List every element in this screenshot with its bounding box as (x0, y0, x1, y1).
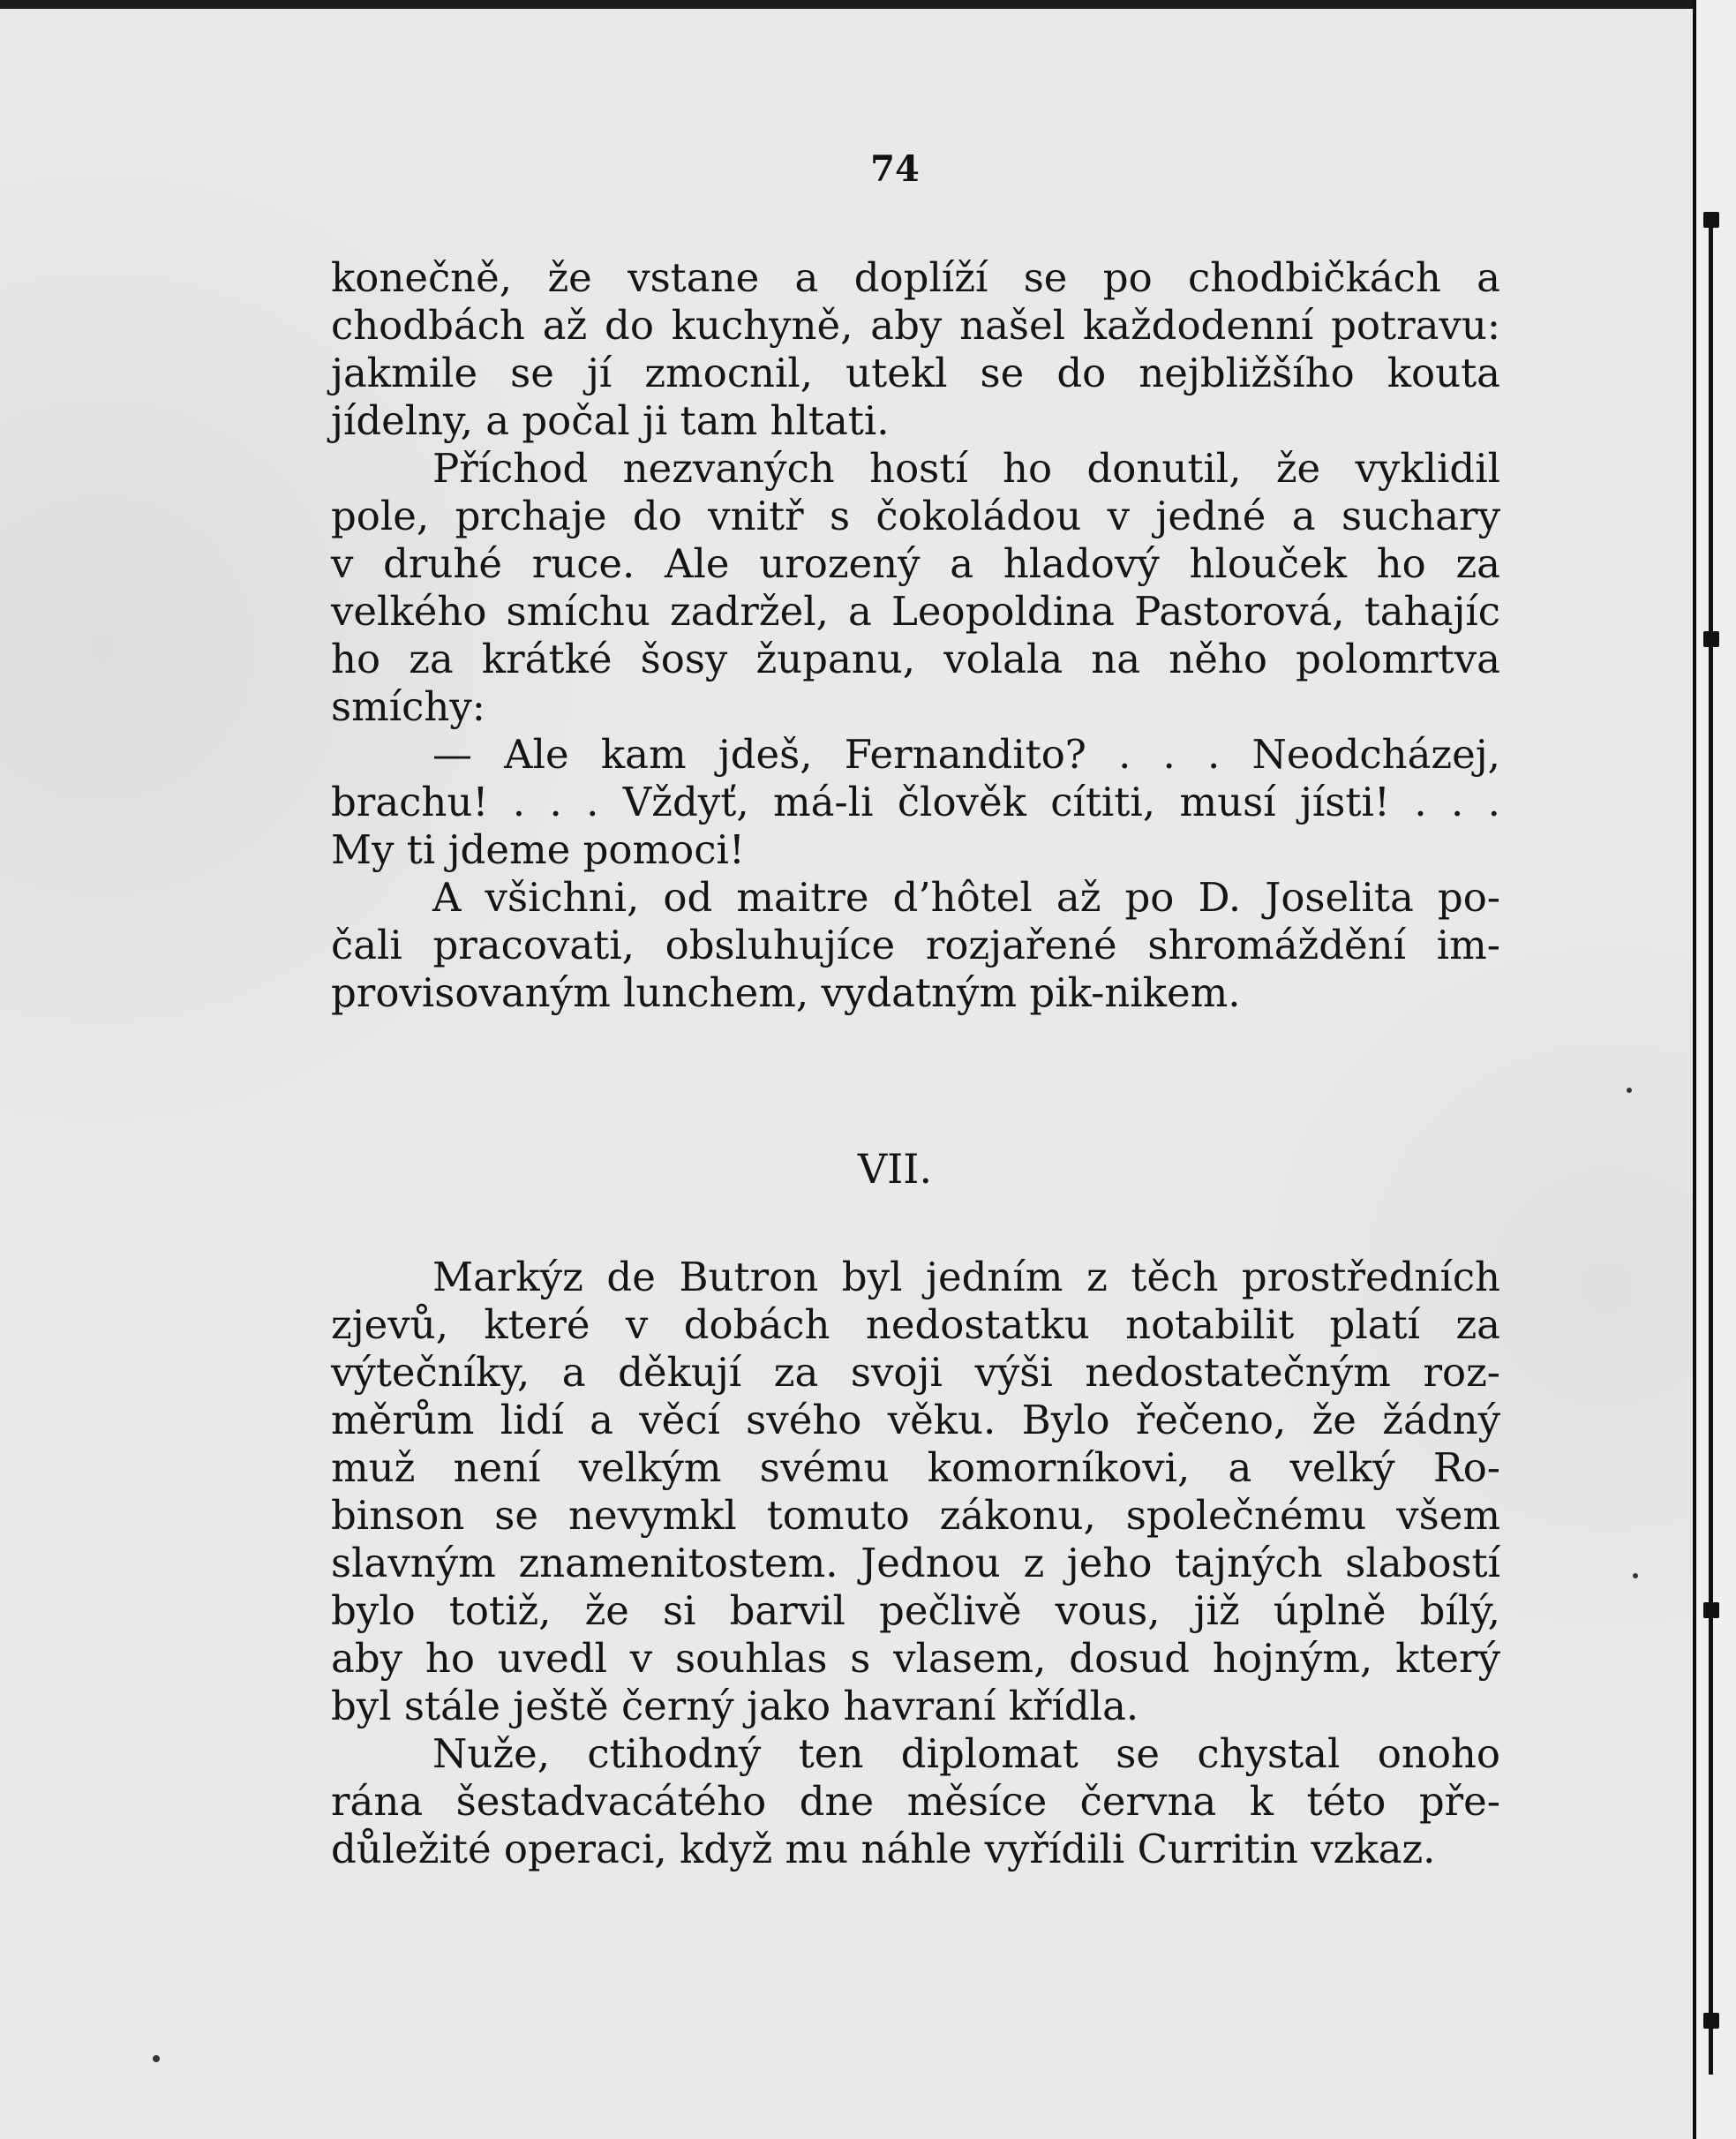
book-page (0, 9, 1693, 2139)
text-line: brachu! . . . Vždyť, má-li člověk cítiti, musí jísti! . . . (331, 779, 1500, 825)
text-line: binson se nevymkl tomuto zákonu, společnému všem (331, 1492, 1500, 1539)
binding-mark (1703, 1602, 1719, 1618)
text-line: Nuže, ctihodný ten diplomat se chystal onoho (432, 1730, 1500, 1777)
binding-rule (1709, 221, 1713, 2075)
binding-mark (1703, 2013, 1719, 2029)
text-line: v druhé ruce. Ale urozený a hladový hlouček ho za (331, 540, 1500, 587)
text-line: Markýz de Butron byl jedním z těch prostředních (432, 1254, 1500, 1300)
text-line: Příchod nezvaných hostí ho donutil, že vyklidil (432, 445, 1500, 492)
paper-speck (1627, 1088, 1632, 1093)
text-line: byl stále ještě černý jako havraní křídla. (331, 1683, 1139, 1729)
text-line: měrům lidí a věcí svého věku. Bylo řečeno, že žádný (331, 1397, 1500, 1443)
paper-speck (153, 2055, 160, 2062)
text-line: čali pracovati, obsluhujíce rozjařené shromáždění im- (331, 922, 1500, 968)
text-block-bottom (331, 1254, 1500, 1873)
text-line: velkého smíchu zadržel, a Leopoldina Pastorová, tahajíc (331, 588, 1500, 635)
text-line: muž není velkým svému komorníkovi, a velký Ro- (331, 1444, 1500, 1491)
binding-mark (1703, 212, 1719, 228)
page-number: 74 (870, 148, 920, 190)
text-line: aby ho uvedl v souhlas s vlasem, dosud hojným, který (331, 1635, 1500, 1682)
text-line: provisovaným lunchem, vydatným pik-nikem. (331, 969, 1241, 1016)
text-line: bylo totiž, že si barvil pečlivě vous, již úplně bílý, (331, 1587, 1500, 1634)
text-line: jakmile se jí zmocnil, utekl se do nejbližšího kouta (331, 350, 1500, 396)
text-line: pole, prchaje do vnitř s čokoládou v jedné a suchary (331, 493, 1500, 539)
page-edge-binding (1693, 0, 1736, 2139)
text-line: chodbách až do kuchyně, aby našel každodenní potravu: (331, 302, 1500, 349)
text-line: slavným znamenitostem. Jednou z jeho tajných slabostí (331, 1540, 1500, 1586)
text-line: konečně, že vstane a doplíží se po chodbičkách a (331, 254, 1500, 301)
text-line: A všichni, od maitre d’hôtel až po D. Joselita po- (432, 874, 1500, 921)
text-line: důležité operaci, když mu náhle vyřídili Curritin vzkaz. (331, 1826, 1436, 1872)
text-line: výtečníky, a děkují za svoji výši nedostatečným roz- (331, 1349, 1500, 1396)
text-line: jídelny, a počal ji tam hltati. (331, 397, 890, 444)
text-line: rána šestadvacátého dne měsíce června k této pře- (331, 1778, 1500, 1825)
paper-speck (1633, 1573, 1638, 1578)
text-line: — Ale kam jdeš, Fernandito? . . . Neodcházej, (432, 731, 1500, 778)
chapter-heading: VII. (857, 1145, 933, 1193)
text-line: ho za krátké šosy županu, volala na něho polomrtva (331, 636, 1500, 682)
text-line: My ti jdeme pomoci! (331, 826, 745, 873)
text-line: zjevů, které v dobách nedostatku notabilit platí za (331, 1301, 1500, 1348)
text-line: smíchy: (331, 683, 485, 730)
text-block-top (331, 254, 1500, 1017)
binding-mark (1703, 631, 1719, 647)
